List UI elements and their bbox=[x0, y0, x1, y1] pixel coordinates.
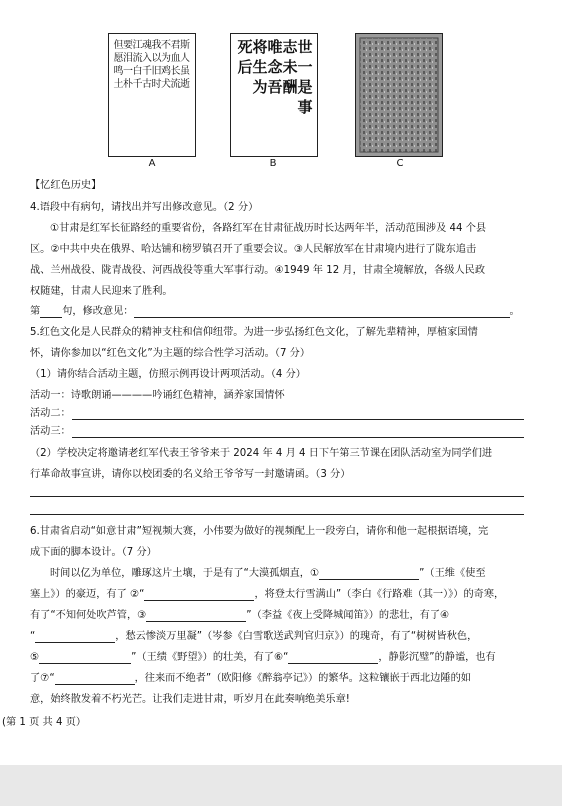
calligraphy-glyph: 愿 bbox=[113, 53, 124, 64]
calligraphy-glyph: 未 bbox=[282, 58, 298, 76]
calligraphy-glyph: 事 bbox=[297, 98, 313, 116]
page-footer: (第 1 页 共 4 页） bbox=[2, 717, 87, 728]
calligraphy-glyph: 后 bbox=[237, 58, 253, 76]
q5-activity-1-example: 活动一：诗歌朗诵————吟诵红色精神，涵养家国情怀 bbox=[30, 390, 285, 401]
calligraphy-glyph: 土 bbox=[113, 79, 124, 90]
calligraphy-glyph: 酬 bbox=[282, 78, 298, 96]
calligraphy-glyph: 长 bbox=[170, 66, 181, 77]
calligraphy-glyph: 人 bbox=[180, 53, 190, 64]
calligraphy-glyph: 君 bbox=[170, 40, 181, 51]
calligraphy-glyph: 是 bbox=[297, 78, 313, 96]
q6-line-4-text-a: “ bbox=[30, 631, 36, 642]
q5-sub-question-1: （1）请你结合活动主题，仿照示例再设计两项活动。（4 分） bbox=[30, 369, 306, 380]
calligraphy-glyph: 古 bbox=[142, 79, 152, 90]
calligraphy-image-c bbox=[355, 33, 443, 157]
q5-stem-line-2: 怀，请你参加以“红色文化”为主题的综合性学习活动。（7 分） bbox=[30, 348, 311, 359]
calligraphy-glyph: 魂 bbox=[142, 40, 152, 51]
calligraphy-glyph: 唯 bbox=[267, 38, 283, 56]
q5-activity-3-label: 活动三： bbox=[30, 426, 71, 437]
calligraphy-c-texture bbox=[356, 34, 442, 156]
q4-answer-prefix: 第 bbox=[30, 306, 41, 317]
calligraphy-glyph: 念 bbox=[267, 58, 283, 76]
q6-stem-line-1: 6.甘肃省启动“如意甘肃”短视频大赛，小伟要为做好的视频配上一段旁白，请你和他一起根据语境，完 bbox=[30, 526, 489, 537]
calligraphy-glyph: 吾 bbox=[267, 78, 283, 96]
calligraphy-glyph: 旧 bbox=[151, 66, 162, 77]
calligraphy-glyph: 虽 bbox=[180, 66, 190, 77]
calligraphy-glyph: 志 bbox=[282, 38, 298, 56]
q6-line-5-text-c: ，静影沉璧”的静谧，也有 bbox=[378, 652, 496, 663]
q5-sub-question-2-line-1: （2）学校决定将邀请老红军代表王爷爷来于 2024 年 4 月 4 日下午第三节课在团队活动室为同学们进 bbox=[30, 448, 493, 459]
q4-stem: 4.语段中有病句，请找出并写出修改意见。（2 分） bbox=[30, 202, 259, 213]
q6-blank-1[interactable] bbox=[319, 569, 419, 580]
viewer-bottom-band bbox=[0, 765, 562, 806]
q5-activity-2-answer-line[interactable] bbox=[72, 419, 524, 420]
calligraphy-glyph: 不 bbox=[161, 40, 171, 51]
calligraphy-glyph: 江 bbox=[132, 40, 143, 51]
q6-blank-2[interactable] bbox=[144, 590, 254, 601]
calligraphy-glyph: 斯 bbox=[180, 40, 190, 51]
calligraphy-glyph: 一 bbox=[297, 58, 313, 76]
calligraphy-glyph: 世 bbox=[297, 38, 313, 56]
q6-script-line-3 bbox=[30, 609, 449, 622]
q6-script-line-1 bbox=[50, 567, 486, 580]
q5-letter-answer-line-2[interactable] bbox=[30, 514, 524, 515]
section-title: 【忆红色历史】 bbox=[30, 180, 102, 191]
q6-line-4-text-b: ，愁云惨淡万里凝”（岑参《白雪歌送武判官归京》）的瑰奇，有了“树树皆秋色， bbox=[115, 631, 478, 642]
calligraphy-image-a bbox=[108, 33, 196, 157]
calligraphy-glyph: 千 bbox=[142, 66, 152, 77]
calligraphy-b-drawing bbox=[231, 34, 317, 156]
q6-stem-line-2: 成下面的脚本设计。（7 分） bbox=[30, 547, 157, 558]
q6-line-6-text-b: ，往来而不绝者”（欧阳修《醉翁亭记》）的繁华。这粒镶嵌于西北边陲的如 bbox=[134, 673, 471, 684]
calligraphy-glyph: 逝 bbox=[180, 79, 190, 90]
calligraphy-glyph: 为 bbox=[252, 78, 268, 96]
calligraphy-glyph: 但 bbox=[113, 40, 124, 51]
q6-line-5-text-a: ⑤ bbox=[30, 652, 40, 663]
calligraphy-glyph: 朴 bbox=[123, 79, 133, 90]
q5-activity-3-answer-line[interactable] bbox=[72, 437, 524, 438]
q6-line-3-text-b: ”（李益《夜上受降城闻笛》）的悲壮，有了④ bbox=[246, 610, 450, 621]
q6-line-2-text-a: 塞上》）的豪迈，有了 ②“ bbox=[30, 589, 145, 600]
q6-blank-5[interactable] bbox=[39, 653, 131, 664]
q6-script-line-6 bbox=[30, 672, 471, 685]
calligraphy-glyph: 流 bbox=[132, 53, 143, 64]
calligraphy-glyph: 将 bbox=[252, 38, 268, 56]
calligraphy-glyph: 时 bbox=[151, 79, 162, 90]
calligraphy-image-b bbox=[230, 33, 318, 157]
q6-script-line-4 bbox=[30, 630, 477, 643]
q4-answer-line bbox=[30, 305, 520, 318]
q4-paragraph-line-3: 战、兰州战役、陇青战役、河西战役等重大军事行动。④1949 年 12 月，甘肃全境解放，各级人民政 bbox=[30, 265, 486, 276]
calligraphy-glyph: 血 bbox=[170, 53, 181, 64]
caption-c: C bbox=[396, 158, 404, 169]
calligraphy-glyph: 犬 bbox=[161, 79, 171, 90]
q5-stem-line-1: 5.红色文化是人民群众的精神支柱和信仰纽带。为进一步弘扬红色文化，了解先辈精神，厚植家国情 bbox=[30, 327, 478, 338]
q6-script-line-7: 意，始终散发着不朽光芒。让我们走进甘肃，听岁月在此奏响绝美乐章! bbox=[30, 694, 350, 705]
q6-line-1-text-a: 时间以亿为单位，雕琢这片土壤，于是有了“大漠孤烟直，① bbox=[50, 568, 320, 579]
calligraphy-glyph: 流 bbox=[170, 79, 181, 90]
q5-activity-2-label: 活动二： bbox=[30, 408, 71, 419]
calligraphy-a-drawing bbox=[109, 34, 195, 156]
q5-sub-question-2-line-2: 行革命故事宣讲，请你以校团委的名义给王爷爷写一封邀请函。（3 分） bbox=[30, 469, 351, 480]
q4-answer-end: 。 bbox=[509, 306, 520, 317]
q6-script-line-2 bbox=[30, 588, 504, 601]
q4-revision-blank[interactable] bbox=[134, 307, 510, 318]
q6-blank-3[interactable] bbox=[146, 611, 246, 622]
q6-blank-4[interactable] bbox=[35, 632, 115, 643]
calligraphy-glyph: 以 bbox=[151, 53, 162, 64]
q4-sentence-number-blank[interactable] bbox=[40, 307, 62, 318]
calligraphy-glyph: 我 bbox=[151, 40, 162, 51]
calligraphy-glyph: 千 bbox=[132, 79, 143, 90]
q6-line-1-text-b: ”（王维《使至 bbox=[419, 568, 486, 579]
caption-a: A bbox=[148, 158, 156, 169]
calligraphy-glyph: 入 bbox=[142, 53, 152, 64]
q4-answer-mid: 句，修改意见： bbox=[62, 306, 134, 317]
calligraphy-glyph: 鸡 bbox=[161, 66, 171, 77]
calligraphy-glyph: 泪 bbox=[123, 53, 133, 64]
q4-paragraph-line-1: ①甘肃是红军长征路经的重要省份，各路红军在甘肃征战历时长达两年半，活动范围涉及 44 个县 bbox=[50, 223, 487, 234]
calligraphy-glyph: 生 bbox=[252, 58, 268, 76]
q6-blank-7[interactable] bbox=[55, 674, 135, 685]
q6-line-2-text-b: ，将登太行雪满山”（李白《行路难（其一）》）的奇寒， bbox=[254, 589, 505, 600]
calligraphy-glyph: 一 bbox=[123, 66, 133, 77]
calligraphy-glyph: 为 bbox=[161, 53, 171, 64]
q6-line-6-text-a: 了⑦“ bbox=[30, 673, 55, 684]
calligraphy-glyph: 要 bbox=[123, 40, 133, 51]
q6-script-line-5 bbox=[30, 651, 496, 664]
calligraphy-glyph: 鸣 bbox=[113, 66, 124, 77]
q6-blank-6[interactable] bbox=[288, 653, 378, 664]
q5-letter-answer-line-1[interactable] bbox=[30, 496, 524, 497]
caption-b: B bbox=[269, 158, 277, 169]
q6-line-5-text-b: ”（王绩《野望》）的壮美，有了⑥“ bbox=[131, 652, 289, 663]
q4-paragraph-line-4: 权随建，甘肃人民迎来了胜利。 bbox=[30, 286, 173, 297]
calligraphy-glyph: 死 bbox=[237, 38, 253, 56]
q4-paragraph-line-2: 区。②中共中央在俄界、哈达铺和榜罗镇召开了重要会议。③人民解放军在甘肃境内进行了陇东追击 bbox=[30, 244, 477, 255]
calligraphy-glyph: 白 bbox=[132, 66, 143, 77]
q6-line-3-text-a: 有了“不知何处吹芦管，③ bbox=[30, 610, 147, 621]
